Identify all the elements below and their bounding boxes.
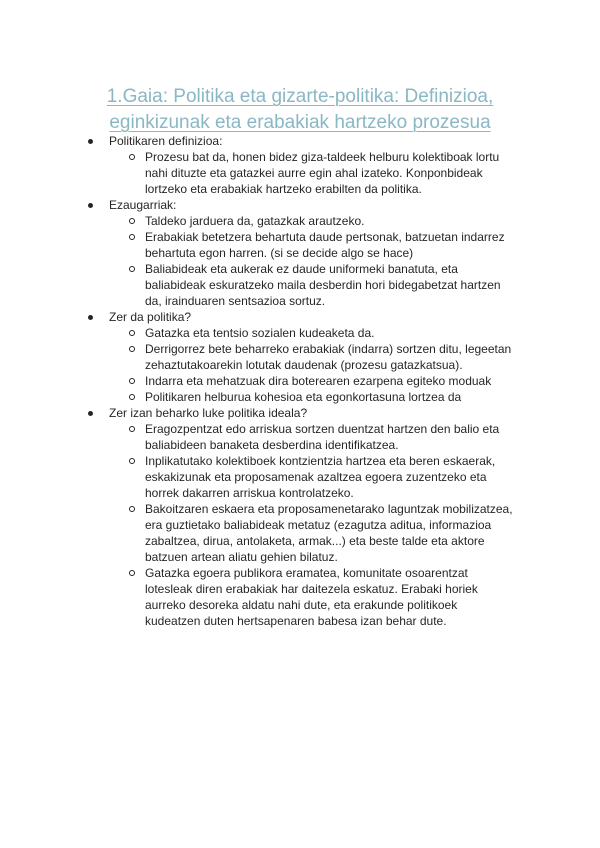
section-heading-row [0,133,600,149]
section-heading: Ezaugarriak: [109,198,177,212]
list-item [0,501,515,565]
list-item-text: Eragozpentzat edo arriskua sortzen duentzat hartzen den balio eta baliabideen banaketa desberdina identifikatzea. [145,422,500,452]
list-item [0,373,515,389]
bullet-icon [88,411,93,416]
circle-bullet-icon [129,346,135,352]
list-item [0,565,515,629]
list-item-text: Baliabideak eta aukerak ez daude uniformeki banatuta, eta baliabideak eskuratzeko maila desberdin hori bidegabetzat hartzen da, irainduaren sentsazioa sortuz. [145,262,501,308]
circle-bullet-icon [129,570,135,576]
bullet-icon [88,203,93,208]
list-item [0,453,515,501]
list-item [0,261,515,309]
title-line-2: eginkizunak eta erabakiak hartzeko prozesua [109,112,491,133]
section-what-is-politics [0,309,600,405]
list-item-text: Inplikatutako kolektiboek kontzientzia hartzea eta beren eskaerak, eskakizunak eta proposamenak azaltzea egoera zuzentzeko eta horrek dakarren arriskua kontrolatzeko. [145,454,496,500]
list-item-text: Taldeko jarduera da, gatazkak arautzeko. [145,214,365,228]
circle-bullet-icon [129,154,135,160]
bullet-icon [88,139,93,144]
list-item [0,213,515,229]
section-definition [0,133,600,197]
circle-bullet-icon [129,234,135,240]
section-heading: Politikaren definizioa: [109,134,223,148]
circle-bullet-icon [129,426,135,432]
list-item [0,389,515,405]
list-item-text: Bakoitzaren eskaera eta proposamenetarako laguntzak mobilizatzea, era guztietako baliabideak metatuz (ezagutza aditua, informazioa zabaltzea, dirua, antolaketa, armak...) eta beste talde eta aktore batzuen artean aliatu gehien bilatuz. [145,502,513,564]
section-ideal-politics [0,405,600,629]
list-item [0,325,515,341]
title-line-1: Gaia: Politika eta gizarte-politika: Definizioa, [122,86,494,107]
section-heading-row [0,197,600,213]
section-heading: Zer izan beharko luke politika ideala? [109,406,308,420]
circle-bullet-icon [129,506,135,512]
list-item-text: Erabakiak betetzera behartuta daude pertsonak, batzuetan indarrez behartuta egon harren. (si se decide algo se hace) [145,230,505,260]
list-item [0,341,515,373]
list-item-text: Gatazka eta tentsio sozialen kudeaketa da. [145,326,375,340]
circle-bullet-icon [129,378,135,384]
circle-bullet-icon [129,218,135,224]
section-heading-row [0,309,600,325]
circle-bullet-icon [129,266,135,272]
outline-list [0,133,600,629]
circle-bullet-icon [129,458,135,464]
list-item [0,149,515,197]
list-item [0,421,515,453]
circle-bullet-icon [129,394,135,400]
list-item-text: Indarra eta mehatzuak dira boterearen ezarpena egiteko moduak [145,374,492,388]
circle-bullet-icon [129,330,135,336]
section-heading: Zer da politika? [109,310,192,324]
list-item-text: Politikaren helburua kohesioa eta egonkortasuna lortzea da [145,390,462,404]
bullet-icon [88,315,93,320]
list-item-text: Derrigorrez bete beharreko erabakiak (indarra) sortzen ditu, legeetan zehaztutakoarekin lotutak daudenak (prozesu gatazkatsua). [145,342,512,372]
section-heading-row [0,405,600,421]
title-number: 1. [106,86,123,107]
page-title[interactable] [60,84,540,136]
list-item-text: Prozesu bat da, honen bidez giza-taldeek helburu kolektiboak lortu nahi dituzte eta gatazkei aurre egin ahal izateko. Konponbideak lortzeko eta erabakiak hartzeko erabilten da politika. [145,150,500,196]
list-item-text: Gatazka egoera publikora eramatea, komunitate osoarentzat lotesleak diren erabakiak har daitezela eskatuz. Erabaki horiek aurreko desoreka aldatu nahi dute, eta erakunde politikoek kudeatzen duten hertsapenaren babesa izan behar dute. [145,566,478,628]
section-features [0,197,600,309]
list-item [0,229,515,261]
